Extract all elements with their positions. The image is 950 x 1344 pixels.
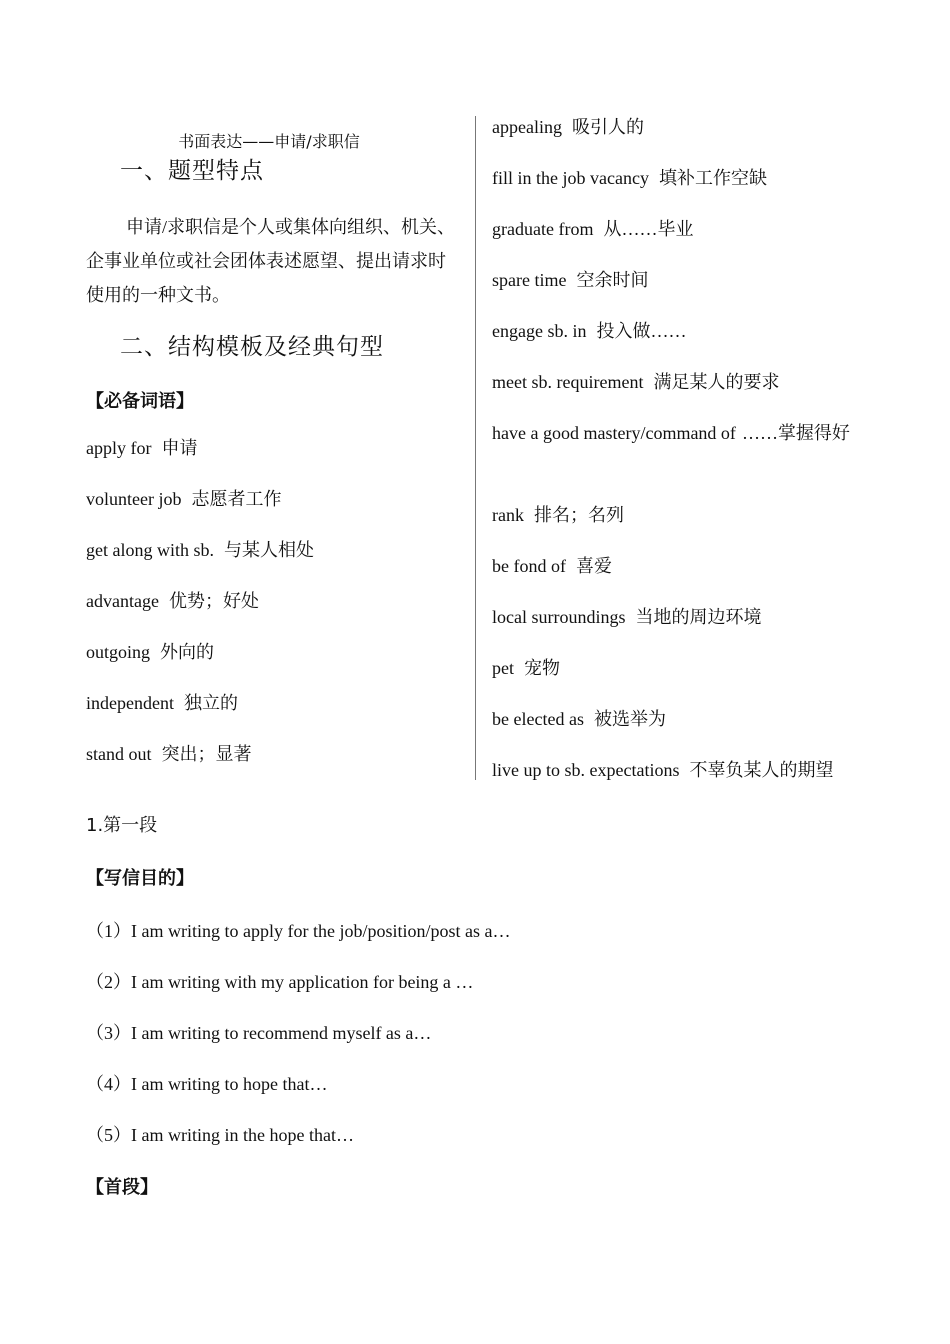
vocab-item [492, 703, 864, 736]
vocab-item [492, 601, 864, 634]
vocab-item [492, 499, 864, 532]
vocab-en: stand out [86, 744, 152, 764]
vocab-en: be fond of [492, 556, 566, 576]
vocab-zh: 优势；好处 [168, 591, 259, 611]
vocab-zh: 独立的 [183, 693, 238, 713]
vocab-item [86, 687, 466, 720]
vocab-en: have a good mastery/command of [492, 423, 736, 443]
vocab-en: advantage [86, 591, 159, 611]
vocab-en: pet [492, 658, 514, 678]
template-sentence: （4）I am writing to hope that… [86, 1074, 328, 1094]
vocab-item [492, 366, 864, 399]
vocab-item [492, 264, 864, 297]
vocab-en: fill in the job vacancy [492, 168, 649, 188]
vocab-item [492, 111, 864, 144]
document-title: 书面表达——申请/求职信 [178, 132, 360, 151]
vocab-en: engage sb. in [492, 321, 587, 341]
vocab-zh: 排名；名列 [533, 505, 624, 525]
vocab-item [492, 162, 864, 195]
vocab-en: volunteer job [86, 489, 182, 509]
section-heading-structure: 二、结构模板及经典句型 [120, 334, 384, 360]
vocab-en: get along with sb. [86, 540, 214, 560]
vocab-zh: 投入做…… [596, 321, 687, 341]
vocab-zh: 与某人相处 [224, 540, 314, 560]
vocab-item [86, 585, 466, 618]
vocab-zh: 空余时间 [576, 270, 649, 290]
vocab-en: local surroundings [492, 607, 626, 627]
vocab-item [86, 432, 466, 465]
vocab-zh: 申请 [161, 438, 198, 458]
vocab-zh: 从……毕业 [603, 219, 694, 239]
vocab-en: outgoing [86, 642, 151, 662]
template-sentence: （2）I am writing with my application for being a … [86, 972, 474, 992]
features-paragraph: 申请/求职信是个人或集体向组织、机关、企事业单位或社会团体表述愿望、提出请求时使用的一种文书。 [86, 217, 455, 305]
vocab-item [492, 652, 864, 685]
vocab-en: apply for [86, 438, 152, 458]
purpose-label: 【写信目的】 [86, 868, 194, 889]
vocab-zh: 宠物 [524, 658, 560, 678]
vocab-item [492, 315, 864, 348]
vocab-en: rank [492, 505, 524, 525]
vocab-item [492, 213, 864, 246]
vocab-item [86, 738, 466, 771]
vocab-label: 【必备词语】 [86, 391, 194, 412]
vocab-zh: 满足某人的要求 [653, 372, 780, 392]
vocab-zh: 志愿者工作 [191, 489, 282, 509]
vocab-zh: 外向的 [160, 642, 215, 662]
first-paragraph-label: 【首段】 [86, 1177, 158, 1198]
vocab-zh: 吸引人的 [571, 117, 644, 137]
vocab-en: independent [86, 693, 174, 713]
vocab-zh: ……掌握得好 [741, 423, 850, 443]
column-divider [475, 116, 476, 780]
template-sentence: （3）I am writing to recommend myself as a… [86, 1023, 432, 1043]
vocab-item [492, 417, 864, 450]
vocab-item [86, 483, 466, 516]
vocab-item [86, 636, 466, 669]
vocab-zh: 被选举为 [593, 709, 666, 729]
vocab-en: spare time [492, 270, 567, 290]
vocab-en: live up to sb. expectations [492, 760, 680, 780]
vocab-en: be elected as [492, 709, 584, 729]
vocab-en: appealing [492, 117, 562, 137]
section-heading-features: 一、题型特点 [120, 158, 264, 184]
vocab-en: meet sb. requirement [492, 372, 644, 392]
vocab-en: graduate from [492, 219, 594, 239]
vocab-zh: 喜爱 [575, 556, 612, 576]
part1-heading: 1.第一段 [86, 815, 158, 836]
vocab-item [86, 534, 466, 567]
template-sentence: （5）I am writing in the hope that… [86, 1125, 354, 1145]
vocab-zh: 当地的周边环境 [635, 607, 762, 627]
vocab-item [492, 754, 864, 787]
vocab-zh: 突出；显著 [161, 744, 252, 764]
template-sentence: （1）I am writing to apply for the job/position/post as a… [86, 921, 511, 941]
vocab-zh: 填补工作空缺 [658, 168, 767, 188]
vocab-zh: 不辜负某人的期望 [689, 760, 834, 780]
vocab-item [492, 550, 864, 583]
